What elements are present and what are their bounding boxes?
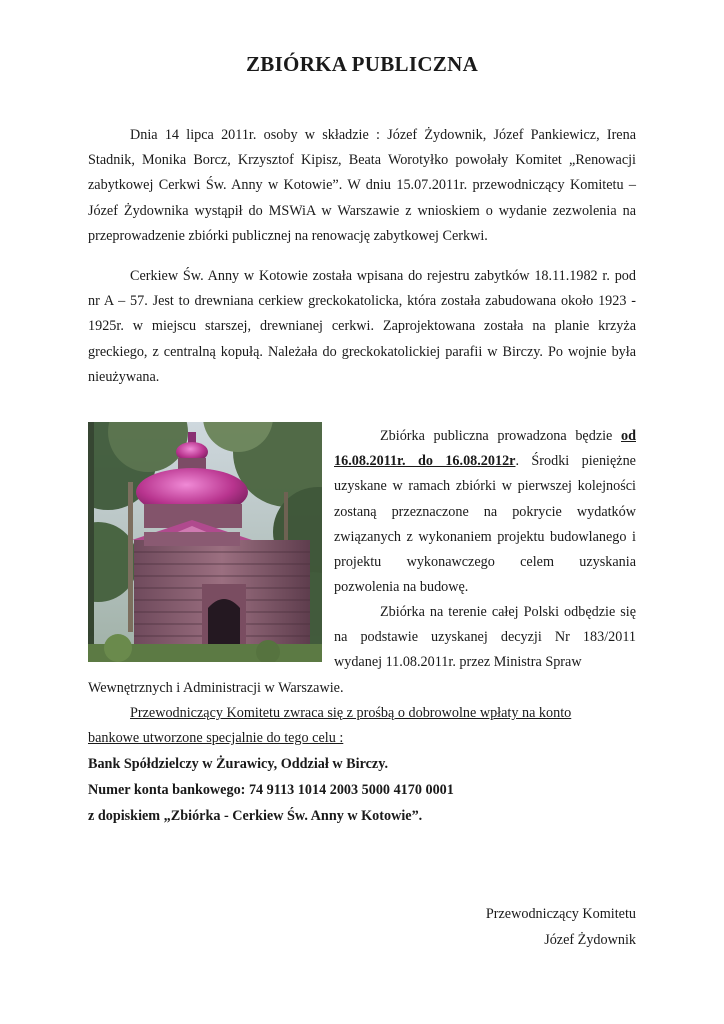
paragraph-committee: Dnia 14 lipca 2011r. osoby w składzie : Józef Żydownik, Józef Pankiewicz, Irena Stadnik, Monika Borcz, Krzysztof Kipisz, Beata Worotyłko powołały Komitet „Renowacji zabytkowej Cerkwi Św. Anny w Kotowie”. W dniu 15.07.2011r. przewodniczący Komitetu – Józef Żydownika wystąpił do MSWiA w Warszawie z wnioskiem o wydanie zezwolenia na przeprowadzenie zbiórki publicznej na renowację zabytkowej Cerkwi.: [88, 127, 636, 244]
decision-tail: Wewnętrznych i Administracji w Warszawie.: [88, 680, 344, 696]
decision-paragraph: Zbiórka na terenie całej Polski odbędzie się na podstawie uzyskanej decyzji Nr 183/2011 wydanej 11.08.2011r. przez Ministra Spraw: [334, 604, 636, 671]
appeal-line-2: bankowe utworzone specjalnie do tego celu :: [88, 730, 344, 746]
signature-role: Przewodniczący Komitetu: [485, 906, 636, 922]
paragraph-church-history: Cerkiew Św. Anny w Kotowie została wpisana do rejestru zabytków 18.11.1982 r. pod nr A – 57. Jest to drewniana cerkiew greckokatolicka, która została zabudowana około 1923 - 1925r. w miejscu starszej, drewnianej cerkwi. Zaprojektowana została na planie krzyża greckiego, z centralną kopułą. Należała do greckokatolickiej parafii w Birczy. Po wojnie była nieużywana.: [88, 268, 636, 385]
transfer-note: z dopiskiem „Zbiórka - Cerkiew Św. Anny w Kotowie”.: [88, 808, 423, 824]
collection-paragraph: [334, 424, 636, 600]
bank-name: Bank Spółdzielczy w Żurawicy, Oddział w Birczy.: [88, 756, 389, 772]
signature-name: Józef Żydownik: [544, 932, 636, 948]
collection-date-range: od 16.08.2011r. do 16.08.2012r: [334, 428, 636, 470]
church-photo: [88, 422, 322, 662]
collection-purpose: . Środki pieniężne uzyskane w ramach zbiórki w pierwszej kolejności zostaną przeznaczone na pokrycie wydatków związanych z wykonaniem projektu budowlanego i projektu wykonawczego celem uzyskania pozwolenia na budowę.: [334, 453, 636, 596]
document-title: ZBIÓRKA PUBLICZNA: [245, 52, 479, 76]
collection-intro: Zbiórka publiczna prowadzona będzie: [380, 428, 613, 444]
appeal-line-1: Przewodniczący Komitetu zwraca się z prośbą o dobrowolne wpłaty na konto: [130, 705, 572, 721]
account-number: Numer konta bankowego: 74 9113 1014 2003 5000 4170 0001: [88, 782, 454, 798]
